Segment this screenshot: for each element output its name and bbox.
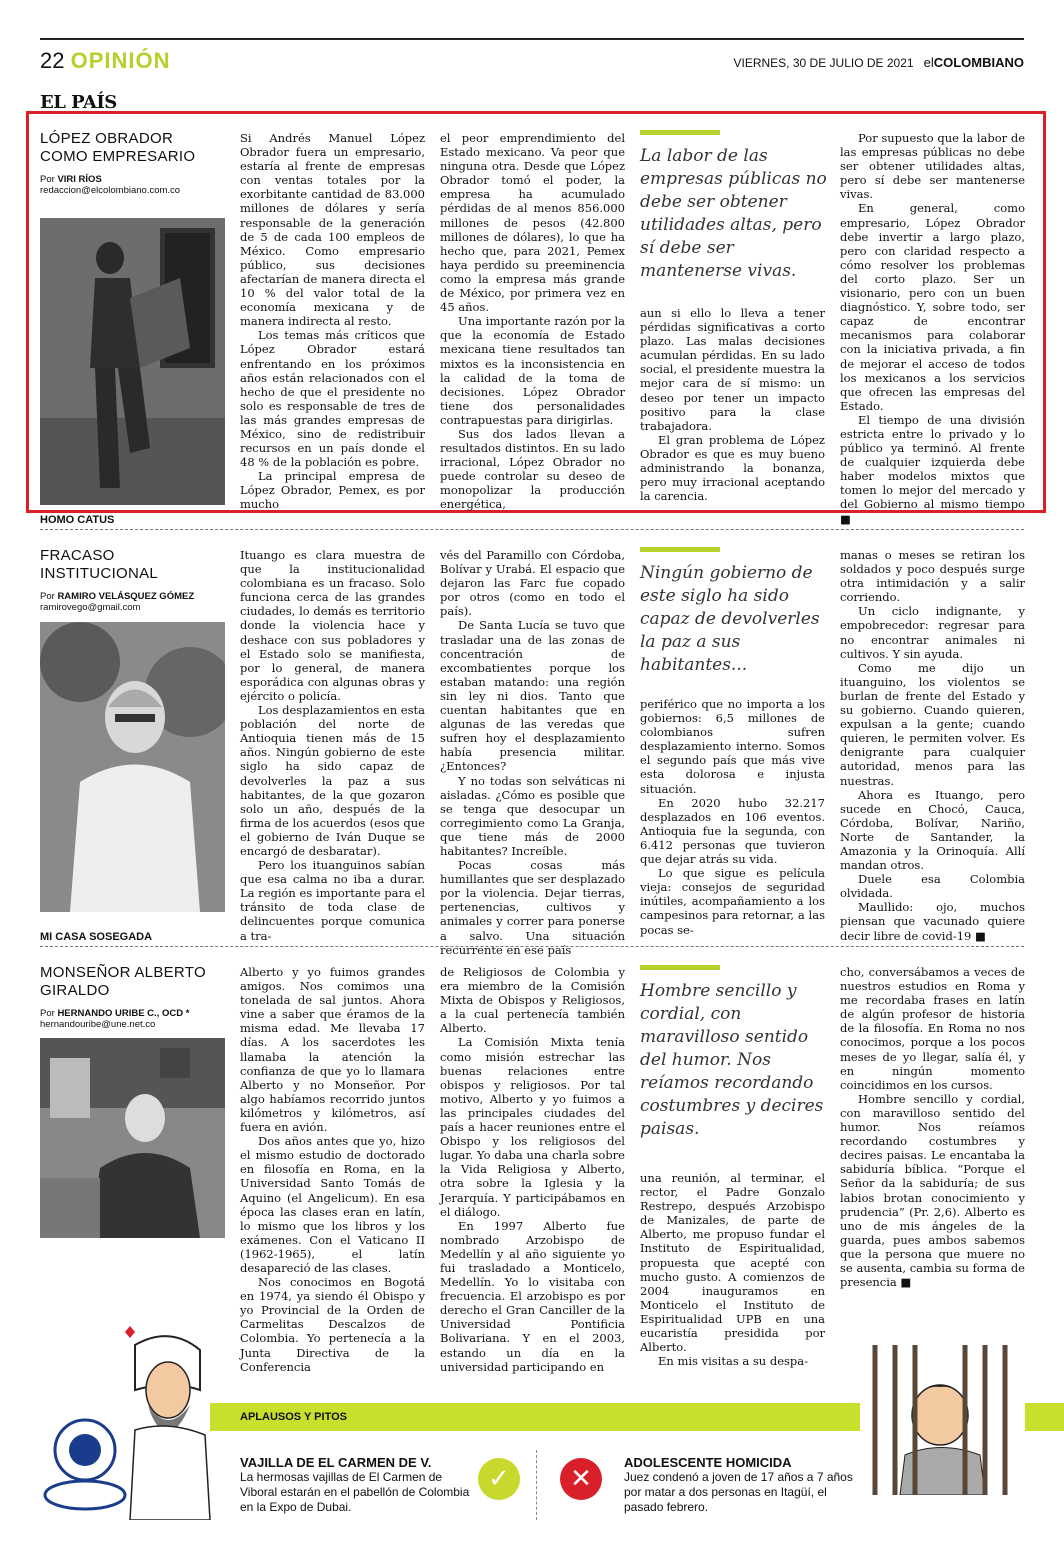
- article-2-col-1: Ituango es clara muestra de que la institucionalidad colombiana es un fracaso. Solo funciona cerca de las grandes ciudades, lo demás es territorio donde la violencia hace y deshace con sus pobladores y el Estado solo se manifiesta, por lo general, de manera esporádica con algunas obras y ejército o policía. Los desplazamientos en esta población del norte de Antioquia tienen más de 15 años. Ningún gobierno de este siglo ha sido capaz de devolverles la paz a sus habitantes, de la que gozaron solo un año, después de la firma de los acuerdos (esos que el gobierno de Iván Duque se encargó de desbaratar). Pero los ituanguinos sabían que esa calma no iba a durar. La región es importante para el tránsito de toda clase de delincuentes porque comunica a tra-: [240, 548, 425, 943]
- article-3-header: [40, 964, 235, 1030]
- article-2-header: [40, 547, 235, 613]
- section-divider: [40, 946, 1024, 947]
- pull-quote-bar: [640, 547, 720, 552]
- article-3-pull-quote: Hombre sencillo y cordial, con maravilloso sentido del humor. Nos reíamos recordando costumbres y decires paisas.: [640, 965, 830, 1141]
- pito-item: [624, 1455, 854, 1515]
- article-2-byline: Por RAMIRO VELÁSQUEZ GÓMEZ: [40, 591, 195, 602]
- check-icon: ✓: [478, 1458, 520, 1500]
- aplauso-title: VAJILLA DE EL CARMEN DE V.: [240, 1455, 432, 1470]
- article-3-col-1: Alberto y yo fuimos grandes amigos. Nos comimos una tonelada de sal juntos. Ahora vine a saber que éramos de la misma edad. Me llevaba 17 días. A los sacerdotes les llamaba la atención la confianza de que yo lo llamara Alberto y no Monseñor. Por algo habíamos recorrido juntos kilómetros y kilómetros, así fuera en avión. Dos años antes que yo, hizo el mismo estudio de doctorado en filosofía en Roma, en la Universidad Santo Tomás de Aquino (el Angelicum). En esa época las clases eran en latín, lo mismo que los libros y los exámenes. Con el Vaticano II (1962-1965), el latín desapareció de las clases. Nos conocimos en Bogotá en 1974, ya siendo él Obispo y yo Provincial de la Orden de Carmelitas Descalzos de Colombia. Yo pertenecía a la Junta Directiva de la Conferencia: [240, 965, 425, 1374]
- dateline: [734, 55, 1025, 70]
- article-2-kicker: HOMO CATUS: [40, 514, 115, 526]
- article-1-byline: Por VIRI RÍOS: [40, 174, 102, 185]
- x-icon: ✕: [560, 1458, 602, 1500]
- brand-prefix: el: [923, 55, 934, 70]
- article-2-pull-quote: Ningún gobierno de este siglo ha sido capaz de devolverles la paz a sus habitantes...: [640, 547, 830, 677]
- page-header: [40, 48, 171, 74]
- top-rule: [40, 38, 1024, 40]
- article-3-kicker: MI CASA SOSEGADA: [40, 931, 153, 943]
- article-1-col-3: aun si ello lo lleva a tener pérdidas significativas a corto plazo. Las malas decisiones acumulan pérdidas. En su lado social, el presidente muestra la mejor cara de sí mismo: un deseo por tener un impacto positivo para la clase trabajadora. El gran problema de López Obrador es que es muy bueno administrando la bonanza, pero muy irracional aceptando la carencia.: [640, 306, 825, 504]
- date: VIERNES, 30 DE JULIO DE 2021: [733, 56, 914, 70]
- cartoon-sheikh-illustration: [40, 1320, 215, 1520]
- aplausos-title: APLAUSOS Y PITOS: [240, 1411, 347, 1423]
- article-3-byline: Por HERNANDO URIBE C., OCD *: [40, 1008, 190, 1019]
- article-3-email: hernandouribe@une.net.co: [40, 1019, 156, 1030]
- pito-text: Juez condenó a joven de 17 años a 7 años por matar a dos personas en Itagüí, el pasado febrero.: [624, 1470, 853, 1514]
- aplausos-divider: [536, 1450, 537, 1520]
- article-1-col-1: Si Andrés Manuel López Obrador fuera un empresario, estaría al frente de empresas con ventas totales por la exorbitante cantidad de 83.000 millones de dólares y sería responsable de la generación de 5 de cada 100 empleos de México. Como empresario público, sus decisiones afectarían de manera directa el 10 % del valor total de la economía mexicana y de manera indirecta al resto. Los temas más críticos que López Obrador estará enfrentando en los próximos años están relacionados con el hecho de que el presidente no solo es responsable de tres de las más grandes empresas de México, sino de redistribuir recursos en un país donde el 48 % de la población es pobre. La principal empresa de López Obrador, Pemex, es por mucho: [240, 131, 425, 512]
- article-1-col-4: Por supuesto que la labor de las empresas públicas no debe ser obtener utilidades altas, pero sí debe ser mantenerse vivas. En general, como empresario, López Obrador debe invertir a largo plazo, pero con claridad respecto a cómo resolver los problemas del corto plazo. Ser un visionario, pero con un buen diagnóstico. Y, sobre todo, ser capaz de encontrar mecanismos para colaborar con la iniciativa privada, a fin de mejorar el acceso de todos los mexicanos a los servicios que ofrecen las empresas del Estado. El tiempo de una división estricta entre lo privado y lo público ya terminó. Al frente de cualquier izquierda debe haber modelos mixtos que tomen lo mejor del mercado y del Gobierno al mismo tiempo ■: [840, 131, 1025, 526]
- author-photo-alberto: [40, 1038, 225, 1238]
- pull-quote-bar: [640, 965, 720, 970]
- article-1-headline: LÓPEZ OBRADOR COMO EMPRESARIO: [40, 130, 196, 165]
- aplauso-text: La hermosas vajillas de El Carmen de Viboral estarán en el pabellón de Colombia en la Expo de Dubai.: [240, 1470, 470, 1514]
- pito-title: ADOLESCENTE HOMICIDA: [624, 1455, 792, 1470]
- article-2-col-3: periférico que no importa a los gobiernos: 6,5 millones de colombianos sufren desplazamiento interno. Somos el segundo país que más vive esta dolorosa e injusta situación. En 2020 hubo 32.217 desplazados en 106 eventos. Antioquia fue la segunda, con 6.412 personas que tuvieron que dejar atrás su vida. Lo que sigue es película vieja: consejos de seguridad inútiles, acompañamiento a los campesinos para retornar, a las pocas se-: [640, 697, 825, 937]
- article-1-header: [40, 130, 230, 196]
- article-2-col-4: manas o meses se retiran los soldados y poco después surge otra intimidación y a salir corriendo. Un ciclo indignante, y empobrecedor: regresar para no encontrar animales ni cultivos. Y sin ayuda. Como me dijo un ituanguino, los violentos se burlan de frente del Estado y su gobierno. Cuando quieren, expulsan a la gente; cuando quieren, le permiten volver. Es denigrante para cualquier autoridad, menos para las nuestras. Ahora es Ituango, pero sucede en Chocó, Cauca, Córdoba, Bolívar, Nariño, Norte de Santander, la Amazonia y la Orinoquía. Allí mandan otros. Duele esa Colombia olvidada. Maullido: ojo, muchos piensan que vacunado quiere decir libre de covid-19 ■: [840, 548, 1025, 943]
- article-3-col-4: cho, conversábamos a veces de nuestros estudios en Roma y me recordaba frases en latín de algún profesor de historia de la filosofía. En Roma no nos conocimos, porque a los pocos meses de yo llegar, salía él, y en ningún momento coincidimos en los cursos. Hombre sencillo y cordial, con maravilloso sentido del humor. Nos reíamos recordando costumbres y decires paisas. Le encantaba la sabiduría bíblica. “Porque el Señor da la sabiduría; de sus labios brotan conocimiento y prudencia” (Pr. 2,6). Alberto es uno de mis ángeles de la guarda, pues ambos sabemos que la persona que muere no se ausenta, cambia su forma de presencia ■: [840, 965, 1025, 1290]
- page-number: 22: [40, 48, 65, 73]
- section-divider: [40, 529, 1024, 530]
- cartoon-prisoner-illustration: [860, 1345, 1025, 1495]
- source-logo: EL PAÍS: [40, 92, 117, 113]
- article-1-pull-quote: La labor de las empresas públicas no debe ser obtener utilidades altas, pero sí debe ser mantenerse vivas.: [640, 130, 830, 283]
- article-3-col-3: una reunión, al terminar, el rector, el Padre Gonzalo Restrepo, después Arzobispo de Manizales, de parte de Alberto, me propuso fundar el Instituto de Espiritualidad, propuesta que acepté con mucho gusto. A comienzos de 2004 inauguramos en Monticelo el Instituto de Espiritualidad UPB en una eucaristía presidida por Alberto. En mis visitas a su despa-: [640, 1171, 825, 1369]
- brand-name: COLOMBIANO: [933, 55, 1024, 70]
- article-2-headline: FRACASO INSTITUCIONAL: [40, 547, 159, 582]
- author-photo-ramiro: [40, 622, 225, 912]
- statue-photo: [40, 218, 225, 505]
- article-2-col-2: vés del Paramillo con Córdoba, Bolívar y Urabá. El espacio que dejaron las Farc fue copado por otros (como en todo el país). De Santa Lucía se tuvo que trasladar una de las zonas de concentración de excombatientes porque los estaban matando: una región sin ley ni dios. Tanto que cuentan habitantes que en algunas de las veredas que sufren hoy el desplazamiento había presencia militar. ¿Entonces? Y no todas son selváticas ni aisladas. ¿Cómo es posible que se tenga que desocupar un corregimiento como La Granja, que tiene más de 2000 habitantes? Increíble. Pocas cosas más humillantes que ser desplazado por la violencia. Dejar tierras, pertenencias, cultivos y animales y correr para ponerse a salvo. Una situación recurrente en ese país: [440, 548, 625, 957]
- aplauso-item: [240, 1455, 470, 1515]
- article-3-col-2: de Religiosos de Colombia y era miembro de la Comisión Mixta de Obispos y Religiosos, a la cual pertenecía también Alberto. La Comisión Mixta tenía como misión estrechar las buenas relaciones entre obispos y religiosos. Por tal motivo, Alberto y yo fuimos a las principales ciudades del país a hacer reuniones entre el Obispo y los religiosos del lugar. Yo daba una charla sobre la Vida Religiosa y Alberto, otra sobre la Iglesia y la Jerarquía. Y participábamos en el diálogo. En 1997 Alberto fue nombrado Arzobispo de Medellín y al año siguiente yo fui trasladado a Monticelo, Medellín. Yo lo visitaba con frecuencia. El arzobispo es por derecho el Gran Canciller de la Universidad Pontificia Bolivariana. Y en el 2003, estando un día en la universidad participando en: [440, 965, 625, 1374]
- article-1-col-2: el peor emprendimiento del Estado mexicano. Va peor que ninguna otra. Desde que López Obrador tomó el poder, la empresa ha acumulado pérdidas de al menos 856.000 millones de pesos (42.800 millones de dólares), lo que ha hecho que, para 2021, Pemex haya perdido su preeminencia como la empresa más grande de México, por primera vez en 45 años. Una importante razón por la que la economía de Estado mexicana tiene resultados tan mixtos es la inconsistencia en la calidad de la toma de decisiones. López Obrador tiene dos personalidades contrapuestas para dirigirlas. Sus dos lados llevan a resultados distintos. En su lado irracional, López Obrador no puede controlar su deseo de monopolizar la producción energética,: [440, 131, 625, 512]
- section-name: OPINIÓN: [70, 48, 171, 73]
- article-2-email: ramirovego@gmail.com: [40, 602, 141, 613]
- article-1-email: redaccion@elcolombiano.com.co: [40, 185, 181, 196]
- pull-quote-bar: [640, 130, 720, 135]
- article-3-headline: MONSEÑOR ALBERTO GIRALDO: [40, 964, 206, 999]
